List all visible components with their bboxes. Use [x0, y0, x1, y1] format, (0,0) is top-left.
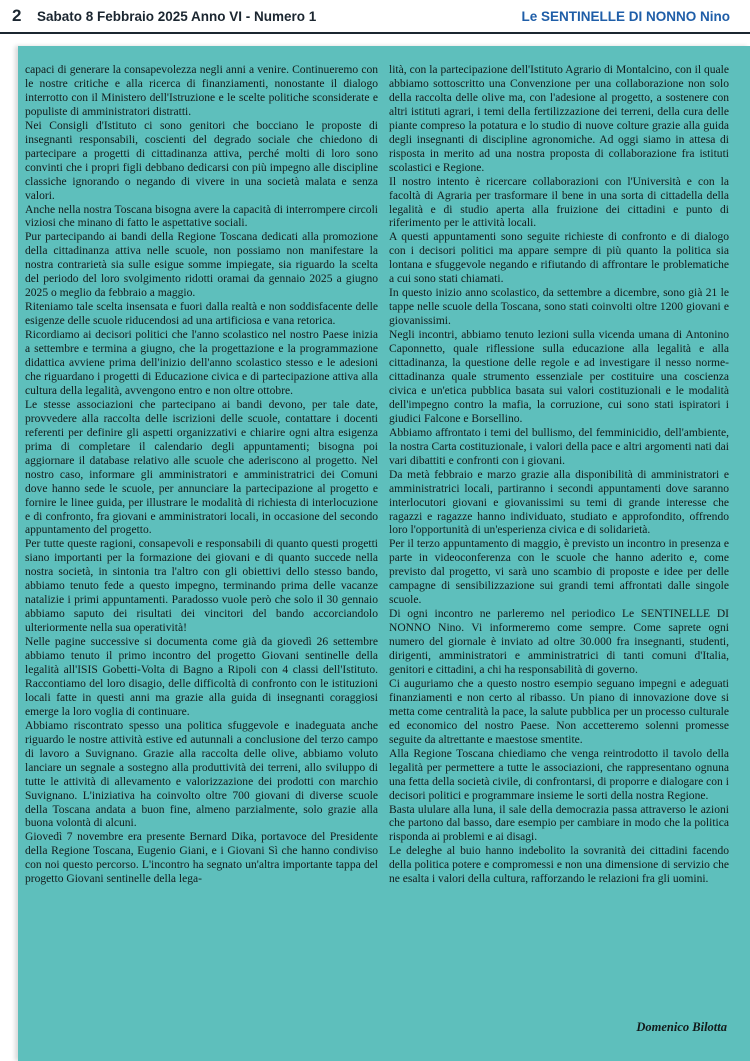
author-signature: Domenico Bilotta [636, 1020, 727, 1034]
article-paragraph: Alla Regione Toscana chiediamo che venga reintrodotto il tavolo della legalità per permettere a tutte le associazioni, che rappresentano ognuna una fetta della società civile, di confrontarsi, di proporre e dialogare con i decisori politici e programmare insieme le sorti della nostra Regione. [389, 747, 729, 802]
article-paragraph: Ricordiamo ai decisori politici che l'anno scolastico nel nostro Paese inizia a settembre e termina a giugno, che la progettazione e la programmazione didattica avviene prima dell'inizio dell'anno scolastico stesso e le adesioni che riguardano i progetti di Educazione civica e di partecipazione attiva alla cultura della legalità, avvengono entro e non oltre ottobre. [25, 329, 378, 397]
article-paragraph: Il nostro intento è ricercare collaborazioni con l'Università e con la facoltà di Agraria per trasformare il bene in una sorta di cittadella della legalità e di studio aperta alla fruizione dei cittadini e punto di riferimento per le attività locali. [389, 175, 729, 230]
article-paragraph: Nelle pagine successive si documenta come già da giovedì 26 settembre abbiamo tenuto il primo incontro del progetto Giovani sentinelle della legalità all'ISIS Gobetti-Volta di Bagno a Ripoli con 4 classi dell'Istituto. Raccontiamo del loro disagio, delle difficoltà di confronto con le istituzioni locali fatte in questi anni ma grazie alla guida di insegnanti coraggiosi emerge la loro voglia di continuare. [25, 636, 378, 718]
article-paragraph: Per il terzo appuntamento di maggio, è previsto un incontro in presenza e parte in videoconferenza con le scuole che hanno aderito e, come previsto dal progetto, vi sarà uno scambio di proposte e idee per delle campagne di sensibilizzazione sui grandi temi affrontati dalle singole scuole. [389, 538, 729, 607]
page-header [0, 0, 750, 38]
article-right-column [389, 64, 729, 1059]
article-paragraph: Anche nella nostra Toscana bisogna avere la capacità di interrompere circoli viziosi che minano di fatto le aspettative sociali. [25, 203, 378, 230]
article-paragraph: Basta ululare alla luna, il sale della democrazia passa attraverso le azioni che partono dal basso, dare esempio per cambiare in modo che la politica risponda ai problemi e ai disagi. [389, 803, 729, 844]
page-number: 2 [12, 6, 22, 25]
article-paragraph: Di ogni incontro ne parleremo nel periodico Le SENTINELLE DI NONNO Nino. Vi informeremo come sempre. Come saprete ogni numero del giornale è inviato ad oltre 30.000 fra insegnanti, studenti, dirigenti, amministratori e amministratrici di tanti comuni d'Italia, genitori e cittadini, a chi ha responsabilità di governo. [389, 608, 729, 676]
article-paragraph: Ci auguriamo che a questo nostro esempio seguano impegni e adeguati finanziamenti e non certo al ribasso. Un piano di innovazione dove si metta come centralità la pace, la salute pubblica per un processo culturale ed economico del nostro Paese. Non accetteremo solenni promesse seguite da altrettante e maestose smentite. [389, 677, 729, 746]
article-paragraph: Abbiamo riscontrato spesso una politica sfuggevole e inadeguata anche riguardo le nostre attività estive ed autunnali a conclusione del terzo campo di lavoro a Suvignano. Grazie alla raccolta delle olive, abbiamo voluto lanciare un segnale a sostegno alla produttività dei terreni, allo sviluppo di tutte le attività di allevamento e valorizzazione dei prodotti con marchio Suvignano. L'iniziativa ha coinvolto oltre 700 giovani di diverse scuole della Toscana andata a buon fine, almeno parzialmente, solo grazie alla buona volontà di alcuni. [25, 719, 378, 830]
article-paragraph: A questi appuntamenti sono seguite richieste di confronto e di dialogo con i decisori politici ma appare sempre di più quanto la politica sia lontana e sfuggevole negando e rifiutando di affrontare le problematiche a cui sono stati chiamati. [389, 231, 729, 286]
article-paragraph: Nei Consigli d'Istituto ci sono genitori che bocciano le proposte di insegnanti responsabili, coscienti del degrado sociale che chiedono di partecipare a progetti di cittadinanza attiva, perché molti di loro sono convinti che i propri figli debbano dedicarsi con più impegno alle discipline classiche ignorando o negando di vivere in una società malata e senza valori. [25, 119, 378, 202]
article-paragraph: Abbiamo affrontato i temi del bullismo, del femminicidio, dell'ambiente, la nostra Carta costituzionale, i valori della pace e altri argomenti nati dai vari dibattiti e confronti con i giovani. [389, 426, 729, 467]
article-paragraph: capaci di generare la consapevolezza negli anni a venire. Continueremo con le nostre critiche e alla ricerca di finanziamenti, nonostante il dialogo interrotto con il Ministero dell'Istruzione e le scelte politiche sconsiderate e populiste di amministratori distratti. [25, 64, 378, 118]
article-paragraph: Pur partecipando ai bandi della Regione Toscana dedicati alla promozione della cittadinanza attiva nelle scuole, non possiamo non manifestare la nostra contrarietà sia sulle esigue somme impiegate, sia riguardo la scelta del periodo del loro svolgimento ridotti oramai da gennaio 2025 a giugno 2025 o meglio da febbraio a maggio. [25, 231, 378, 300]
masthead-title: Le SENTINELLE DI NONNO Nino [521, 9, 730, 24]
article-paragraph: Negli incontri, abbiamo tenuto lezioni sulla vicenda umana di Antonino Caponnetto, quale riflessione sulla educazione alla legalità e alla cittadinanza, la questione delle regole e ad investigare il nesso norme-cittadinanza quale strumento essenziale per costituire una coscienza civica e un'etica pubblica basata sui valori costituzionali e le modalità dell'impegno contro la mafia, la corruzione, cui sono stati ispiratori i giudici Falcone e Borsellino. [389, 329, 729, 425]
article-paragraph: Da metà febbraio e marzo grazie alla disponibilità di amministratori e amministratrici locali, partiranno i secondi appuntamenti dove saranno interlocutori giovani e giovanissimi su temi di grande interesse che ragazzi e ragazze hanno individuato, studiato e approfondito, offrendo loro l'opportunità di un'esperienza civica e di solidarietà. [389, 468, 729, 537]
header-rule [0, 32, 750, 34]
article-paragraph: Le deleghe al buio hanno indebolito la sovranità dei cittadini facendo della politica potere e compromessi e non una dimensione di servizio che ne esalta i valori della cultura, rafforzando le relazioni fra gli uomini. [389, 845, 729, 886]
article-paragraph: Le stesse associazioni che partecipano ai bandi devono, per tale date, provvedere alla raccolta delle iscrizioni delle scuole, contattare i docenti referenti per definire gli aspetti organizzativi e chiarire ogni altra esigenza prima di completare il calendario degli appuntamenti; bisogna poi aggiornare il database relativo alle scuole che aderiscono al progetto. Nel nostro caso, informare gli amministratori e amministratrici dei Comuni dove hanno sede le scuole, per annunciare la partecipazione al progetto e fornire le linee guida, per illustrare le modalità di richiesta di interlocuzione e di confronto, fra giovani e amministratori locali, in occasione del secondo appuntamento del progetto. [25, 398, 378, 537]
article-left-column [25, 64, 378, 1059]
article-paragraph: Per tutte queste ragioni, consapevoli e responsabili di quanto questi progetti siano importanti per la formazione dei giovani e di quanto succede nella nostra società, in sintonia tra l'altro con gli obiettivi dello stesso bando, abbiamo tenuto fede a questo impegno, terminando prima delle vacanze natalizie i primi appuntamenti. Paradosso vuole però che solo il 30 gennaio abbiamo saputo dei risultati dei vincitori del bando accorciandolo ulteriormente nella sua operatività! [25, 538, 378, 635]
article-paragraph: In questo inizio anno scolastico, da settembre a dicembre, sono già 21 le tappe nelle scuole della Toscana, sono stati coinvolti oltre 1200 giovani e giovanissimi. [389, 287, 729, 328]
article-paragraph: Giovedì 7 novembre era presente Bernard Dika, portavoce del Presidente della Regione Toscana, Eugenio Giani, e i Giovani Sì che hanno condiviso con noi questo percorso. L'incontro ha segnato un'altra importante tappa del progetto Giovani sentinelle della lega- [25, 831, 378, 886]
article-paragraph: Riteniamo tale scelta insensata e fuori dalla realtà e non soddisfacente delle esigenze delle scuole riducendosi ad una artificiosa e vana retorica. [25, 301, 378, 328]
article-paragraph: lità, con la partecipazione dell'Istituto Agrario di Montalcino, con il quale abbiamo sottoscritto una Convenzione per una collaborazione non solo della raccolta delle olive ma, con l'adesione al progetto, a sostenere con altri istituti agrari, i temi della fertilizzazione dei terreni, della cura delle piante compreso la potatura e lo studio di nuove colture grazie alla guida degli insegnanti di discipline agronomiche. Ad oggi siamo in attesa di risposta in merito ad una nostra proposta di collaborazione fra istituti scolastici e Regione. [389, 64, 729, 174]
issue-date-line: Sabato 8 Febbraio 2025 Anno VI - Numero 1 [37, 9, 317, 24]
